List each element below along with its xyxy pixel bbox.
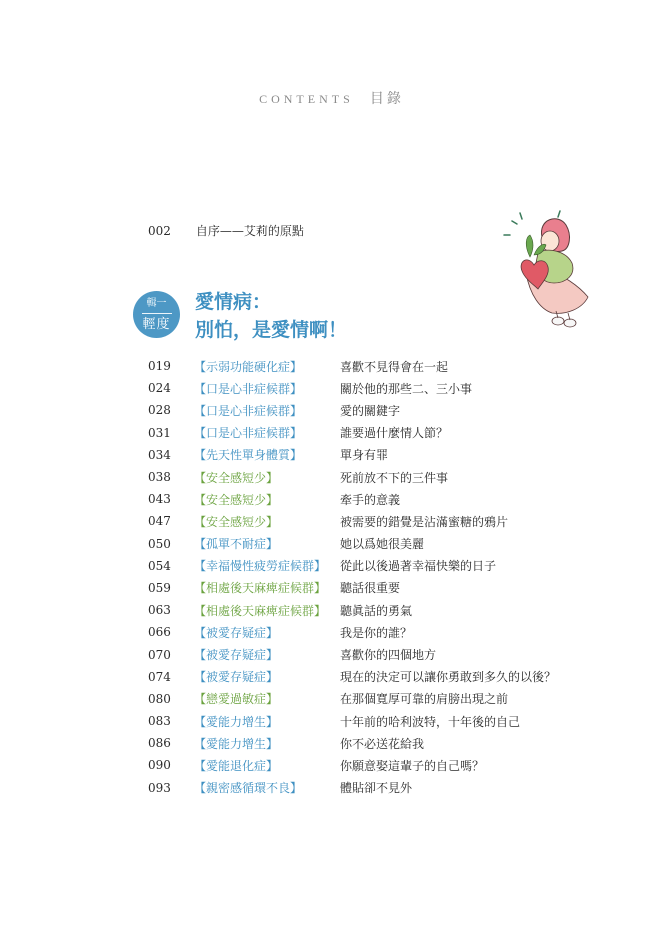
toc-symptom-tag: 【口是心非症候群】 bbox=[194, 403, 303, 418]
preface-title: 自序——艾莉的原點 bbox=[195, 224, 304, 238]
toc-chapter-title: 被需要的錯覺是沾滿蜜糖的鴉片 bbox=[340, 514, 509, 529]
toc-symptom-tag: 【愛能力增生】 bbox=[194, 714, 279, 729]
section-title bbox=[195, 288, 347, 344]
toc-page-number: 086 bbox=[148, 736, 171, 751]
toc-symptom-tag: 【安全感短少】 bbox=[194, 492, 279, 507]
toc-page-number: 038 bbox=[148, 470, 171, 485]
toc-page-number: 028 bbox=[148, 403, 171, 418]
toc-symptom-tag: 【相處後天麻痺症候群】 bbox=[194, 581, 327, 596]
toc-row[interactable] bbox=[148, 621, 556, 643]
toc-chapter-title: 你願意娶這輩子的自己嗎？ bbox=[340, 758, 485, 773]
section-badge bbox=[133, 291, 180, 338]
toc-chapter-title: 牽手的意義 bbox=[340, 492, 401, 507]
toc-row[interactable] bbox=[148, 422, 556, 444]
toc-row[interactable] bbox=[148, 754, 556, 776]
toc-chapter-title: 喜歡你的四個地方 bbox=[340, 648, 437, 663]
contents-header bbox=[0, 88, 663, 108]
toc-row[interactable] bbox=[148, 643, 556, 665]
toc-row[interactable] bbox=[148, 377, 556, 399]
toc-symptom-tag: 【口是心非症候群】 bbox=[194, 426, 303, 441]
badge-divider bbox=[142, 313, 172, 314]
toc-symptom-tag: 【口是心非症候群】 bbox=[194, 381, 303, 396]
toc-symptom-tag: 【安全感短少】 bbox=[194, 514, 279, 529]
toc-chapter-title: 喜歡不見得會在一起 bbox=[340, 359, 449, 374]
toc-page-number: 054 bbox=[148, 558, 171, 573]
toc-page-number: 019 bbox=[148, 359, 171, 374]
toc-symptom-tag: 【相處後天麻痺症候群】 bbox=[194, 603, 327, 618]
contents-heading-zh: 目錄 bbox=[369, 91, 404, 107]
toc-symptom-tag: 【幸福慢性疲勞症候群】 bbox=[194, 559, 327, 574]
toc-chapter-title: 現在的決定可以讓你勇敢到多久的以後？ bbox=[340, 670, 557, 685]
toc-page-number: 059 bbox=[148, 580, 171, 595]
toc-row[interactable] bbox=[148, 355, 556, 377]
section-badge-level: 輕度 bbox=[142, 316, 171, 332]
preface-page: 002 bbox=[148, 224, 171, 238]
toc-chapter-title: 單身有罪 bbox=[340, 448, 389, 463]
toc-chapter-title: 體貼卻不見外 bbox=[340, 781, 413, 796]
toc-chapter-title: 我是你的誰？ bbox=[340, 625, 413, 640]
toc-row[interactable] bbox=[148, 688, 556, 710]
toc-page-number: 074 bbox=[148, 669, 171, 684]
toc-symptom-tag: 【被愛存疑症】 bbox=[194, 670, 279, 685]
toc-page-number: 047 bbox=[148, 514, 171, 529]
toc-chapter-title: 聽眞話的勇氣 bbox=[340, 603, 413, 618]
toc-row[interactable] bbox=[148, 732, 556, 754]
contents-heading-en: CONTENTS bbox=[259, 92, 354, 106]
toc-row[interactable] bbox=[148, 533, 556, 555]
toc-chapter-title: 誰要過什麼情人節？ bbox=[340, 426, 449, 441]
toc-symptom-tag: 【親密感循環不良】 bbox=[194, 781, 303, 796]
toc-row[interactable] bbox=[148, 488, 556, 510]
toc-page-number: 093 bbox=[148, 780, 171, 795]
toc-page-number: 083 bbox=[148, 714, 171, 729]
toc-symptom-tag: 【孤單不耐症】 bbox=[194, 537, 279, 552]
toc-page-number: 090 bbox=[148, 758, 171, 773]
toc-page-number: 080 bbox=[148, 691, 171, 706]
toc-symptom-tag: 【被愛存疑症】 bbox=[194, 625, 279, 640]
section-badge-label: 輯一 bbox=[146, 297, 167, 309]
toc-row[interactable] bbox=[148, 577, 556, 599]
toc-page-number: 063 bbox=[148, 603, 171, 618]
toc-row[interactable] bbox=[148, 710, 556, 732]
toc-row[interactable] bbox=[148, 399, 556, 421]
toc-chapter-title: 十年前的哈利波特，十年後的自己 bbox=[340, 714, 521, 729]
toc-page-number: 066 bbox=[148, 625, 171, 640]
toc-row[interactable] bbox=[148, 444, 556, 466]
toc-row[interactable] bbox=[148, 555, 556, 577]
toc-page-number: 034 bbox=[148, 447, 171, 462]
toc-row[interactable] bbox=[148, 599, 556, 621]
toc-page-number: 050 bbox=[148, 536, 171, 551]
toc-chapter-title: 你不必送花給我 bbox=[340, 736, 425, 751]
toc-chapter-title: 聽話很重要 bbox=[340, 581, 401, 596]
girl-hugging-heart-illustration bbox=[500, 205, 592, 337]
toc-row[interactable] bbox=[148, 510, 556, 532]
toc-symptom-tag: 【愛能退化症】 bbox=[194, 758, 279, 773]
toc-symptom-tag: 【被愛存疑症】 bbox=[194, 648, 279, 663]
toc-symptom-tag: 【先天性單身體質】 bbox=[194, 448, 303, 463]
toc-symptom-tag: 【安全感短少】 bbox=[194, 470, 279, 485]
toc-chapter-title: 在那個寬厚可靠的肩膀出現之前 bbox=[340, 692, 509, 707]
toc-row[interactable] bbox=[148, 777, 556, 799]
toc-page-number: 070 bbox=[148, 647, 171, 662]
toc-page-number: 031 bbox=[148, 425, 171, 440]
preface-entry[interactable] bbox=[148, 222, 304, 239]
section-title-line1: 愛情病： bbox=[195, 291, 272, 313]
toc-chapter-title: 愛的關鍵字 bbox=[340, 403, 401, 418]
toc-symptom-tag: 【戀愛過敏症】 bbox=[194, 692, 279, 707]
toc-symptom-tag: 【愛能力增生】 bbox=[194, 736, 279, 751]
toc-page-number: 043 bbox=[148, 492, 171, 507]
toc-row[interactable] bbox=[148, 666, 556, 688]
toc-chapter-title: 關於他的那些二、三小事 bbox=[340, 381, 473, 396]
toc-list bbox=[148, 355, 556, 799]
toc-chapter-title: 她以爲她很美麗 bbox=[340, 537, 425, 552]
toc-page-number: 024 bbox=[148, 381, 171, 396]
toc-chapter-title: 死前放不下的三件事 bbox=[340, 470, 449, 485]
section-title-line2: 別怕，是愛情啊！ bbox=[195, 319, 348, 341]
toc-chapter-title: 從此以後過著幸福快樂的日子 bbox=[340, 559, 497, 574]
toc-row[interactable] bbox=[148, 466, 556, 488]
toc-symptom-tag: 【示弱功能硬化症】 bbox=[194, 359, 303, 374]
